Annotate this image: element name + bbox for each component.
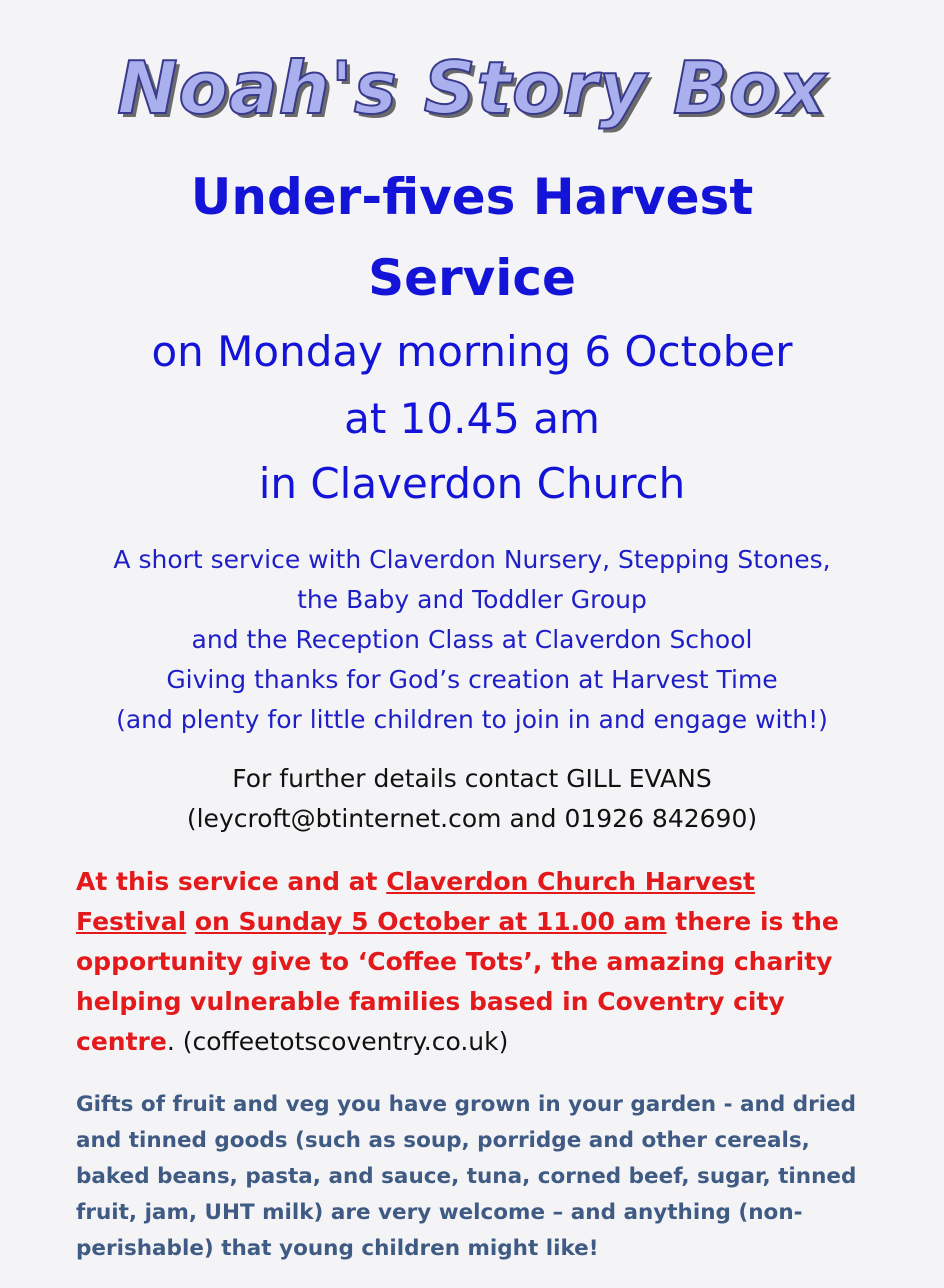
gifts-line: fruit, jam, UHT milk) are very welcome – and anything (non- — [76, 1200, 803, 1225]
charity-text: there is the — [666, 907, 839, 936]
description-line: A short service with Claverdon Nursery, Stepping Stones, — [113, 545, 831, 574]
event-heading-line-2: Service — [368, 249, 576, 307]
charity-text: centre — [76, 1027, 167, 1056]
event-location: in Claverdon Church — [258, 459, 686, 508]
festival-date-link[interactable]: on Sunday 5 October at 11.00 am — [194, 907, 667, 936]
gifts-line: baked beans, pasta, and sauce, tuna, corned beef, sugar, tinned — [76, 1164, 857, 1189]
charity-text: At this service and at — [76, 867, 387, 896]
charity-text: opportunity give to ‘Coffee Tots’, the amazing charity — [76, 947, 833, 976]
harvest-festival-link[interactable]: Claverdon Church Harvest — [386, 867, 755, 896]
contact-line: For further details contact GILL EVANS — [232, 764, 712, 793]
event-time: at 10.45 am — [344, 394, 600, 443]
description-line: and the Reception Class at Claverdon School — [191, 625, 753, 654]
charity-website: . (coffeetotscoventry.co.uk) — [166, 1027, 509, 1056]
description-line: Giving thanks for God’s creation at Harvest Time — [166, 665, 778, 694]
gifts-paragraph — [76, 1087, 896, 1267]
gifts-line: perishable) that young children might like! — [76, 1236, 599, 1261]
contact-details — [0, 759, 944, 839]
event-date: on Monday morning 6 October — [151, 327, 793, 376]
poster-title: Noah's Story Box — [117, 46, 827, 130]
contact-line: (leycroft@btinternet.com and 01926 842690) — [186, 804, 758, 833]
harvest-festival-link[interactable]: Festival — [76, 907, 187, 936]
charity-text: helping vulnerable families based in Coventry city — [76, 987, 785, 1016]
charity-paragraph — [76, 862, 876, 1062]
description-line: (and plenty for little children to join in and engage with!) — [116, 705, 828, 734]
gifts-line: and tinned goods (such as soup, porridge and other cereals, — [76, 1128, 810, 1153]
gifts-line: Gifts of fruit and veg you have grown in your garden - and dried — [76, 1092, 857, 1117]
charity-text — [186, 907, 195, 936]
description-line: the Baby and Toddler Group — [297, 585, 647, 614]
service-description — [0, 540, 944, 740]
event-heading-line-1: Under-fives Harvest — [190, 168, 754, 226]
